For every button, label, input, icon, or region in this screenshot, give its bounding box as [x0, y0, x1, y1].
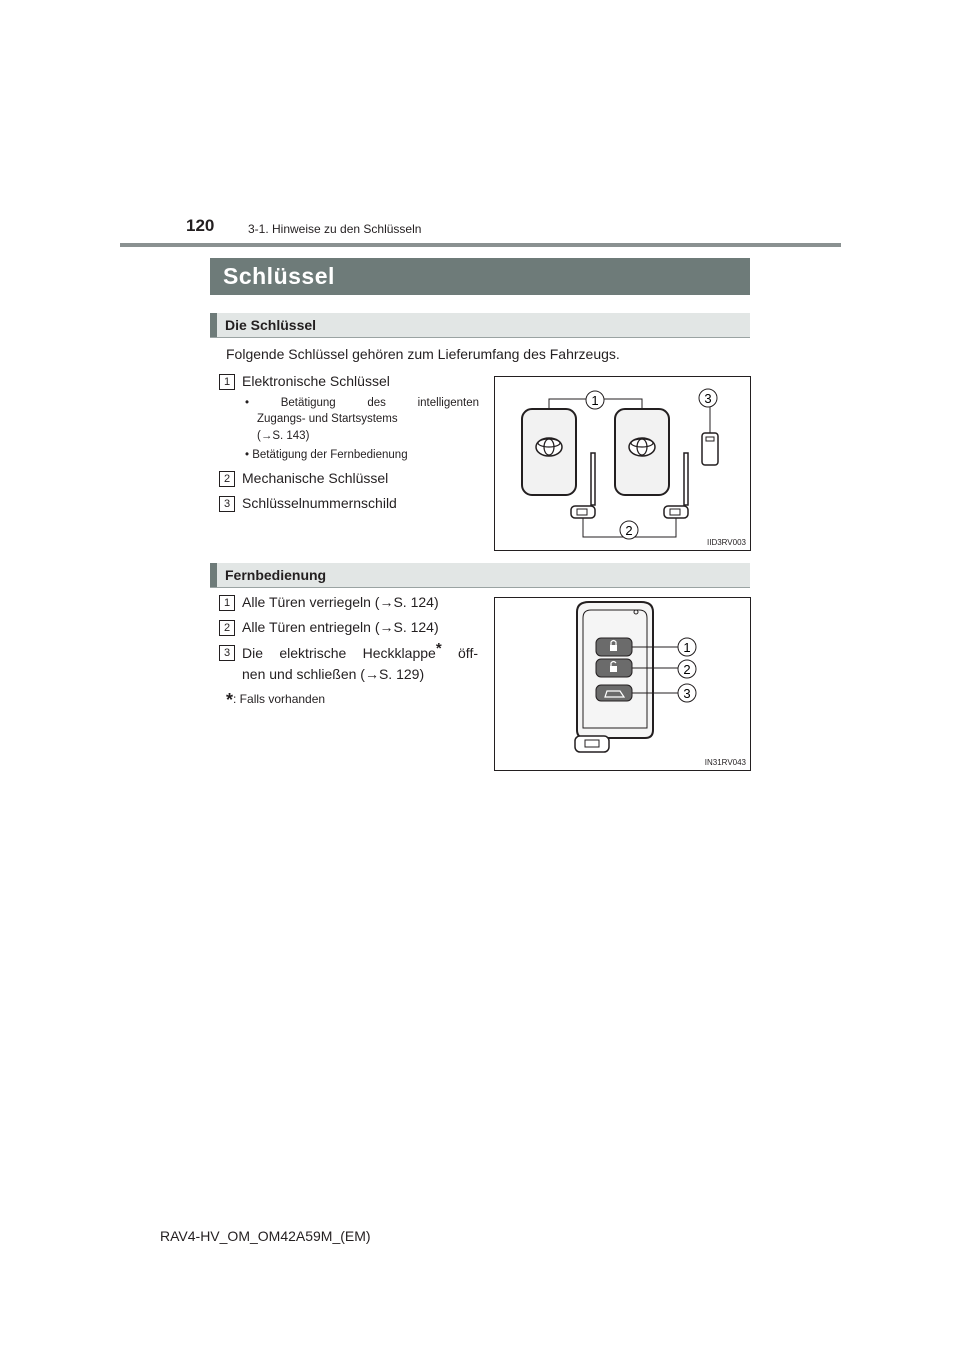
- figure-code: IID3RV003: [707, 538, 746, 547]
- item-number-badge: 1: [219, 374, 235, 390]
- key-number-plate-icon: [702, 433, 718, 465]
- item-number-badge: 1: [219, 595, 235, 611]
- bullet-text: • Betätigung des intelligenten: [245, 397, 479, 409]
- keys-illustration: [494, 376, 751, 551]
- callout-2: 2: [683, 662, 691, 677]
- item-number-badge: 3: [219, 496, 235, 512]
- callout-1: 1: [591, 393, 599, 408]
- header-rule: [120, 243, 841, 247]
- smart-key-icon: [615, 409, 669, 495]
- subheading-remote-label: Fernbedienung: [225, 567, 327, 583]
- item-label: [242, 640, 478, 661]
- footnote-star: *: [226, 690, 234, 710]
- item-number-badge: 3: [219, 645, 235, 661]
- remote-drawing: [495, 598, 750, 770]
- subheading-bar: [210, 313, 217, 337]
- subheading-keys: [210, 313, 750, 338]
- item-label-part: Die elektrische Heckklappe: [242, 645, 436, 661]
- callout-3: 3: [704, 391, 712, 406]
- bullet-text: • Betätigung der Fernbedienung: [245, 449, 408, 461]
- keys-drawing: [495, 377, 750, 550]
- item-label-part: öff-: [441, 645, 478, 661]
- footnote: [226, 690, 325, 711]
- item-label: Mechanische Schlüssel: [242, 470, 389, 486]
- callout-3: 3: [683, 686, 691, 701]
- asterisk-mark: *: [435, 640, 442, 657]
- footnote-text: : Falls vorhanden: [233, 692, 326, 706]
- page-reference: (→S. 143): [257, 430, 310, 442]
- subheading-keys-label: Die Schlüssel: [225, 317, 317, 333]
- item-number-badge: 2: [219, 471, 235, 487]
- subheading-bar: [210, 563, 217, 587]
- item-label: Elektronische Schlüssel: [242, 373, 390, 389]
- smart-key-icon: [522, 409, 576, 495]
- section-title: Schlüssel: [223, 263, 335, 289]
- breadcrumb: 3-1. Hinweise zu den Schlüsseln: [248, 222, 422, 236]
- page-number: 120: [186, 216, 215, 235]
- item-label: Alle Türen verriegeln (→S. 124): [242, 594, 439, 610]
- subheading-remote: [210, 563, 750, 588]
- remote-illustration: [494, 597, 751, 771]
- item-label: Alle Türen entriegeln (→S. 124): [242, 619, 439, 635]
- keys-intro-text: Folgende Schlüssel gehören zum Lieferumfang des Fahrzeugs.: [226, 346, 620, 362]
- callout-1: 1: [683, 640, 691, 655]
- item-number-badge: 2: [219, 620, 235, 636]
- document-code: RAV4-HV_OM_OM42A59M_(EM): [160, 1228, 371, 1244]
- item-label: Schlüsselnummernschild: [242, 495, 397, 511]
- unlock-button-icon: [596, 659, 632, 677]
- callout-2: 2: [625, 523, 633, 538]
- item-label-continued: nen und schließen (→S. 129): [242, 666, 425, 682]
- figure-code: IN31RV043: [704, 758, 746, 767]
- tailgate-button-icon: [596, 685, 632, 701]
- bullet-text: Zugangs- und Startsystems: [257, 413, 398, 425]
- section-title-band: [210, 258, 750, 295]
- lock-button-icon: [596, 638, 632, 656]
